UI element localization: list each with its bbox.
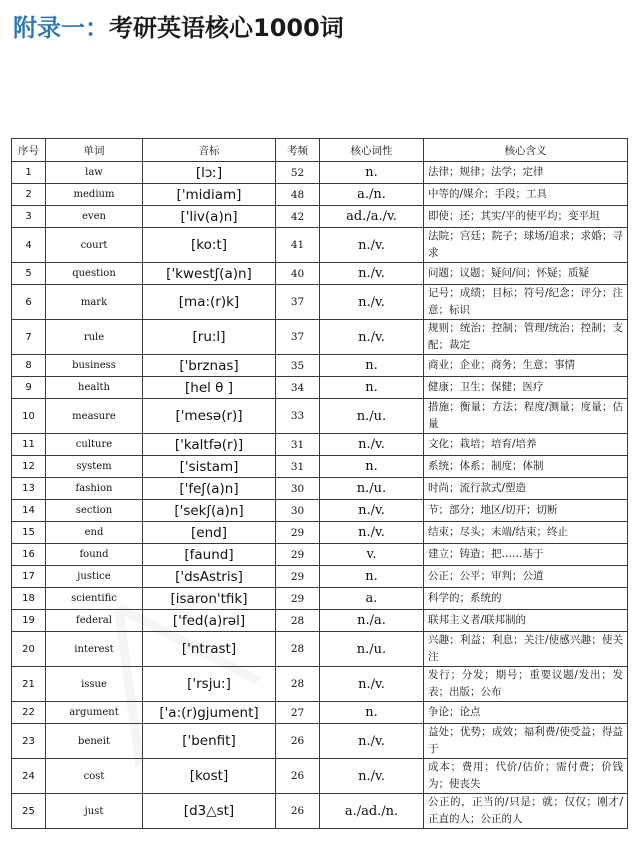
row-frequency: 52 (276, 162, 320, 184)
row-meaning: 规则；统治；控制；管理/统治；控制；支配；裁定 (424, 320, 628, 355)
page-title (13, 10, 344, 46)
row-frequency: 37 (276, 285, 320, 320)
row-phonetic: [hel θ ] (143, 377, 276, 399)
row-index: 21 (12, 667, 46, 702)
row-phonetic: ['benfit] (143, 724, 276, 759)
header-phonetic: 音标 (143, 139, 276, 162)
table-row (12, 702, 628, 724)
row-part-of-speech: a./n. (320, 184, 424, 206)
row-index: 12 (12, 456, 46, 478)
row-index: 22 (12, 702, 46, 724)
header-index: 序号 (12, 139, 46, 162)
row-part-of-speech: n./u. (320, 399, 424, 434)
table-row (12, 610, 628, 632)
table-row (12, 456, 628, 478)
row-word: fashion (46, 478, 143, 500)
table-body (12, 162, 628, 829)
row-word: federal (46, 610, 143, 632)
row-part-of-speech: n. (320, 702, 424, 724)
header-word: 单词 (46, 139, 143, 162)
row-frequency: 26 (276, 794, 320, 829)
row-frequency: 48 (276, 184, 320, 206)
row-frequency: 28 (276, 610, 320, 632)
row-phonetic: ['sekʃ(a)n] (143, 500, 276, 522)
row-index: 25 (12, 794, 46, 829)
row-meaning: 法院；宫廷；院子；球场/追求；求婚；寻求 (424, 228, 628, 263)
header-frequency: 考频 (276, 139, 320, 162)
table-row (12, 320, 628, 355)
row-frequency: 34 (276, 377, 320, 399)
row-meaning: 兴趣；利益；利息；关注/使感兴趣；使关注 (424, 632, 628, 667)
row-word: business (46, 355, 143, 377)
row-meaning: 公正；公平；审判；公道 (424, 566, 628, 588)
row-word: mark (46, 285, 143, 320)
row-meaning: 结束；尽头；末端/结束；终止 (424, 522, 628, 544)
row-index: 11 (12, 434, 46, 456)
row-meaning: 记号；成绩；目标；符号/纪念；评分；注意；标识 (424, 285, 628, 320)
table-row (12, 399, 628, 434)
row-word: beneit (46, 724, 143, 759)
row-phonetic: ['mesə(r)] (143, 399, 276, 434)
row-index: 13 (12, 478, 46, 500)
row-part-of-speech: n./v. (320, 228, 424, 263)
row-phonetic: ['a:(r)gjument] (143, 702, 276, 724)
row-part-of-speech: a. (320, 588, 424, 610)
row-word: issue (46, 667, 143, 702)
row-word: culture (46, 434, 143, 456)
row-frequency: 31 (276, 434, 320, 456)
row-phonetic: ['liv(a)n] (143, 206, 276, 228)
row-part-of-speech: n./v. (320, 667, 424, 702)
row-phonetic: [ko:t] (143, 228, 276, 263)
table-row (12, 162, 628, 184)
row-word: found (46, 544, 143, 566)
row-index: 14 (12, 500, 46, 522)
row-index: 5 (12, 263, 46, 285)
row-index: 23 (12, 724, 46, 759)
title-prefix: 附录一： (13, 14, 109, 42)
row-word: medium (46, 184, 143, 206)
row-meaning: 成本；费用；代价/估价；需付费；价钱为；使丧失 (424, 759, 628, 794)
row-part-of-speech: n. (320, 566, 424, 588)
row-word: argument (46, 702, 143, 724)
row-index: 8 (12, 355, 46, 377)
row-index: 17 (12, 566, 46, 588)
row-meaning: 益处；优势；成效；福利费/使受益；得益于 (424, 724, 628, 759)
row-index: 6 (12, 285, 46, 320)
table-row (12, 759, 628, 794)
row-part-of-speech: n./v. (320, 759, 424, 794)
row-part-of-speech: n. (320, 162, 424, 184)
row-meaning: 发行；分发；期号；重要议题/发出；发表；出版；公布 (424, 667, 628, 702)
row-part-of-speech: a./ad./n. (320, 794, 424, 829)
row-word: end (46, 522, 143, 544)
vocabulary-table (11, 138, 628, 829)
row-meaning: 健康；卫生；保健；医疗 (424, 377, 628, 399)
table-row (12, 566, 628, 588)
row-word: just (46, 794, 143, 829)
row-frequency: 27 (276, 702, 320, 724)
row-index: 19 (12, 610, 46, 632)
header-part-of-speech: 核心词性 (320, 139, 424, 162)
row-index: 24 (12, 759, 46, 794)
row-part-of-speech: v. (320, 544, 424, 566)
row-word: even (46, 206, 143, 228)
table-row (12, 355, 628, 377)
row-word: health (46, 377, 143, 399)
row-meaning: 科学的；系统的 (424, 588, 628, 610)
row-phonetic: ['feʃ(a)n] (143, 478, 276, 500)
row-part-of-speech: n./v. (320, 724, 424, 759)
row-index: 10 (12, 399, 46, 434)
row-frequency: 26 (276, 724, 320, 759)
row-phonetic: ['rsju:] (143, 667, 276, 702)
table-row (12, 285, 628, 320)
row-part-of-speech: n. (320, 377, 424, 399)
row-part-of-speech: n./u. (320, 632, 424, 667)
row-part-of-speech: n./v. (320, 320, 424, 355)
table-row (12, 588, 628, 610)
row-meaning: 中等的/媒介；手段；工具 (424, 184, 628, 206)
row-phonetic: [ru:l] (143, 320, 276, 355)
row-part-of-speech: ad./a./v. (320, 206, 424, 228)
row-frequency: 42 (276, 206, 320, 228)
row-meaning: 系统；体系；制度；体制 (424, 456, 628, 478)
row-index: 4 (12, 228, 46, 263)
row-frequency: 28 (276, 667, 320, 702)
row-part-of-speech: n. (320, 456, 424, 478)
row-word: justice (46, 566, 143, 588)
row-phonetic: [end] (143, 522, 276, 544)
row-part-of-speech: n. (320, 355, 424, 377)
row-phonetic: ['ntrast] (143, 632, 276, 667)
row-word: system (46, 456, 143, 478)
row-part-of-speech: n./v. (320, 263, 424, 285)
row-phonetic: ['fed(a)rəl] (143, 610, 276, 632)
row-meaning: 法律；规律；法学；定律 (424, 162, 628, 184)
row-frequency: 35 (276, 355, 320, 377)
row-phonetic: [kost] (143, 759, 276, 794)
row-frequency: 31 (276, 456, 320, 478)
row-phonetic: [lɔː] (143, 162, 276, 184)
row-frequency: 26 (276, 759, 320, 794)
table-row (12, 667, 628, 702)
row-part-of-speech: n./a. (320, 610, 424, 632)
row-frequency: 30 (276, 500, 320, 522)
row-word: cost (46, 759, 143, 794)
row-word: law (46, 162, 143, 184)
table-row (12, 544, 628, 566)
row-meaning: 文化；栽培；培育/培养 (424, 434, 628, 456)
row-frequency: 41 (276, 228, 320, 263)
row-frequency: 40 (276, 263, 320, 285)
row-meaning: 措施；衡量；方法；程度/测量；度量；估量 (424, 399, 628, 434)
table-row (12, 500, 628, 522)
row-index: 18 (12, 588, 46, 610)
row-word: section (46, 500, 143, 522)
row-frequency: 29 (276, 522, 320, 544)
table-row (12, 724, 628, 759)
row-phonetic: [ma:(r)k] (143, 285, 276, 320)
table-row (12, 206, 628, 228)
table-row (12, 263, 628, 285)
table-row (12, 794, 628, 829)
row-frequency: 29 (276, 544, 320, 566)
row-meaning: 公正的，正当的/只是；就；仅仅；刚才/正直的人；公正的人 (424, 794, 628, 829)
title-main: 考研英语核心1000词 (109, 14, 344, 42)
table-row (12, 434, 628, 456)
row-meaning: 商业；企业；商务；生意；事情 (424, 355, 628, 377)
row-meaning: 联邦主义者/联邦制的 (424, 610, 628, 632)
row-index: 7 (12, 320, 46, 355)
row-word: court (46, 228, 143, 263)
row-frequency: 28 (276, 632, 320, 667)
row-phonetic: [faund] (143, 544, 276, 566)
row-phonetic: [d3△st] (143, 794, 276, 829)
row-index: 15 (12, 522, 46, 544)
row-index: 9 (12, 377, 46, 399)
row-index: 16 (12, 544, 46, 566)
row-frequency: 37 (276, 320, 320, 355)
row-meaning: 问题；议题；疑问/问；怀疑；质疑 (424, 263, 628, 285)
table-row (12, 632, 628, 667)
row-phonetic: ['kwestʃ(a)n] (143, 263, 276, 285)
row-part-of-speech: n./v. (320, 522, 424, 544)
row-index: 2 (12, 184, 46, 206)
row-word: question (46, 263, 143, 285)
row-word: rule (46, 320, 143, 355)
table-row (12, 228, 628, 263)
row-index: 20 (12, 632, 46, 667)
table-header-row (12, 139, 628, 162)
row-part-of-speech: n./u. (320, 478, 424, 500)
row-meaning: 节；部分；地区/切开；切断 (424, 500, 628, 522)
header-meaning: 核心含义 (424, 139, 628, 162)
row-index: 3 (12, 206, 46, 228)
row-frequency: 30 (276, 478, 320, 500)
row-phonetic: ['kaltfə(r)] (143, 434, 276, 456)
row-word: measure (46, 399, 143, 434)
row-meaning: 即使；还；其实/平的使平均；变平坦 (424, 206, 628, 228)
row-phonetic: ['dsAstris] (143, 566, 276, 588)
row-word: scientific (46, 588, 143, 610)
row-frequency: 29 (276, 588, 320, 610)
row-meaning: 时尚；流行款式/塑造 (424, 478, 628, 500)
row-part-of-speech: n./v. (320, 500, 424, 522)
row-phonetic: ['midiam] (143, 184, 276, 206)
row-part-of-speech: n./v. (320, 434, 424, 456)
row-index: 1 (12, 162, 46, 184)
row-frequency: 29 (276, 566, 320, 588)
row-frequency: 33 (276, 399, 320, 434)
table-row (12, 522, 628, 544)
table-row (12, 184, 628, 206)
row-phonetic: [isaron'tfik] (143, 588, 276, 610)
row-part-of-speech: n./v. (320, 285, 424, 320)
row-phonetic: ['brznas] (143, 355, 276, 377)
row-meaning: 建立；铸造；把……基于 (424, 544, 628, 566)
table-row (12, 478, 628, 500)
table-row (12, 377, 628, 399)
row-word: interest (46, 632, 143, 667)
row-phonetic: ['sistam] (143, 456, 276, 478)
row-meaning: 争论；论点 (424, 702, 628, 724)
